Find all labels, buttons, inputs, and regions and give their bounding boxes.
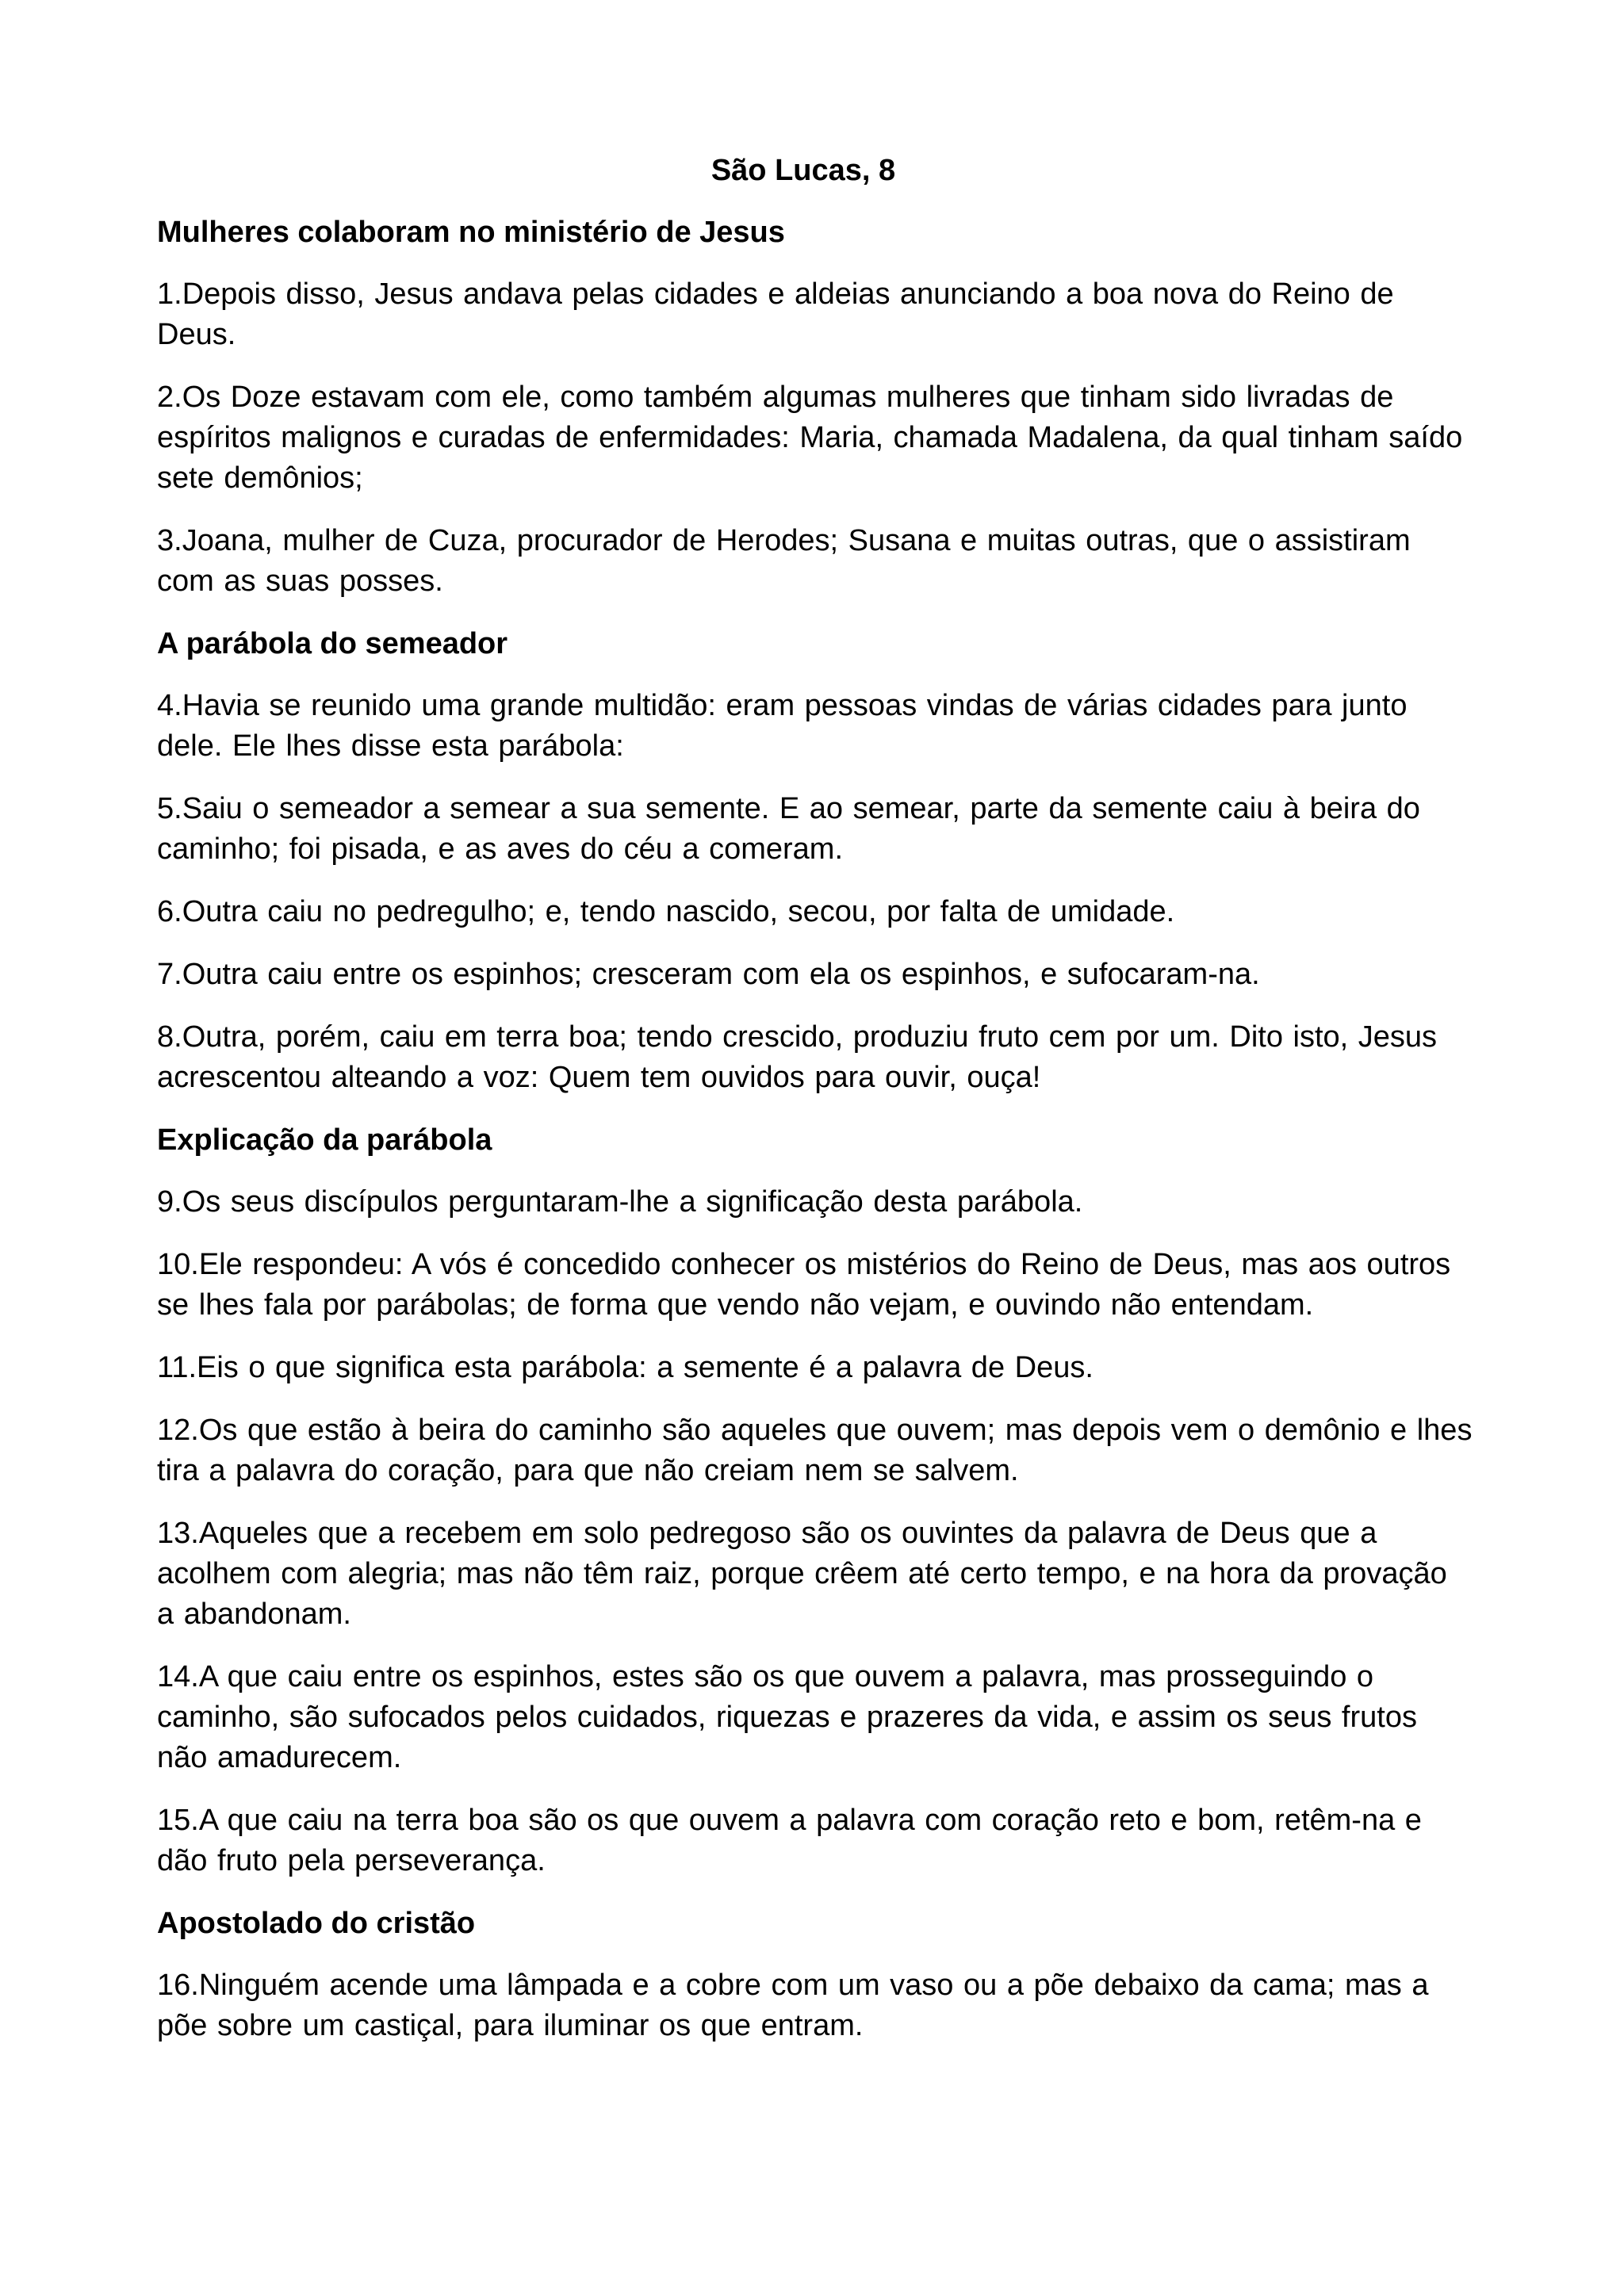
section-heading: Explicação da parábola [157,1123,492,1157]
verse-6: 6.Outra caiu no pedregulho; e, tendo nascido, secou, por falta de umidade. [157,895,1175,928]
section-heading: Mulheres colaboram no ministério de Jesus [157,216,785,249]
section-parable-explanation [157,1120,1473,1881]
section-women-ministry [157,212,1473,602]
verse-10: 10.Ele respondeu: A vós é concedido conhecer os mistérios do Reino de Deus, mas aos outros se lhes fala por parábolas; de forma que vendo não vejam, e ouvindo não entendam. [157,1248,1451,1322]
verse-12: 12.Os que estão à beira do caminho são aqueles que ouvem; mas depois vem o demônio e lhes tira a palavra do coração, para que não creiam nem se salvem. [157,1414,1473,1487]
verse-14: 14.A que caiu entre os espinhos, estes são os que ouvem a palavra, mas prosseguindo o caminho, são sufocados pelos cuidados, riquezas e prazeres da vida, e assim os seus frutos não amadurecem. [157,1660,1417,1774]
verse-2: 2.Os Doze estavam com ele, como também algumas mulheres que tinham sido livradas de espíritos malignos e curadas de enfermidades: Maria, chamada Madalena, da qual tinham saído sete demônios; [157,381,1463,495]
verse-15: 15.A que caiu na terra boa são os que ouvem a palavra com coração reto e bom, retêm-na e dão fruto pela perseverança. [157,1804,1422,1877]
section-heading: Apostolado do cristão [157,1907,476,1940]
verse-16: 16.Ninguém acende uma lâmpada e a cobre com um vaso ou a põe debaixo da cama; mas a põe sobre um castiçal, para iluminar os que entram. [157,1969,1429,2042]
verse-9: 9.Os seus discípulos perguntaram-lhe a significação desta parábola. [157,1185,1083,1219]
verse-4: 4.Havia se reunido uma grande multidão: eram pessoas vindas de várias cidades para junto dele. Ele lhes disse esta parábola: [157,689,1408,763]
verse-3: 3.Joana, mulher de Cuza, procurador de Herodes; Susana e muitas outras, que o assistiram com as suas posses. [157,524,1411,598]
verse-7: 7.Outra caiu entre os espinhos; cresceram com ela os espinhos, e sufocaram-na. [157,958,1260,991]
document-page [157,151,1473,2068]
verse-8: 8.Outra, porém, caiu em terra boa; tendo crescido, produziu fruto cem por um. Dito isto, Jesus acrescentou alteando a voz: Quem tem ouvidos para ouvir, ouça! [157,1020,1438,1094]
verse-5: 5.Saiu o semeador a semear a sua semente. E ao semear, parte da semente caiu à beira do caminho; foi pisada, e as aves do céu a comeram. [157,792,1420,866]
section-sower-parable [157,624,1473,1098]
verse-13: 13.Aqueles que a recebem em solo pedregoso são os ouvintes da palavra de Deus que a acolhem com alegria; mas não têm raiz, porque crêem até certo tempo, e na hora da provação a abandonam. [157,1517,1447,1631]
section-christian-apostolate [157,1904,1473,2046]
section-heading: A parábola do semeador [157,627,508,660]
page-title: São Lucas, 8 [710,154,896,187]
verse-1: 1.Depois disso, Jesus andava pelas cidades e aldeias anunciando a boa nova do Reino de Deus. [157,277,1394,351]
verse-11: 11.Eis o que significa esta parábola: a semente é a palavra de Deus. [157,1351,1094,1384]
